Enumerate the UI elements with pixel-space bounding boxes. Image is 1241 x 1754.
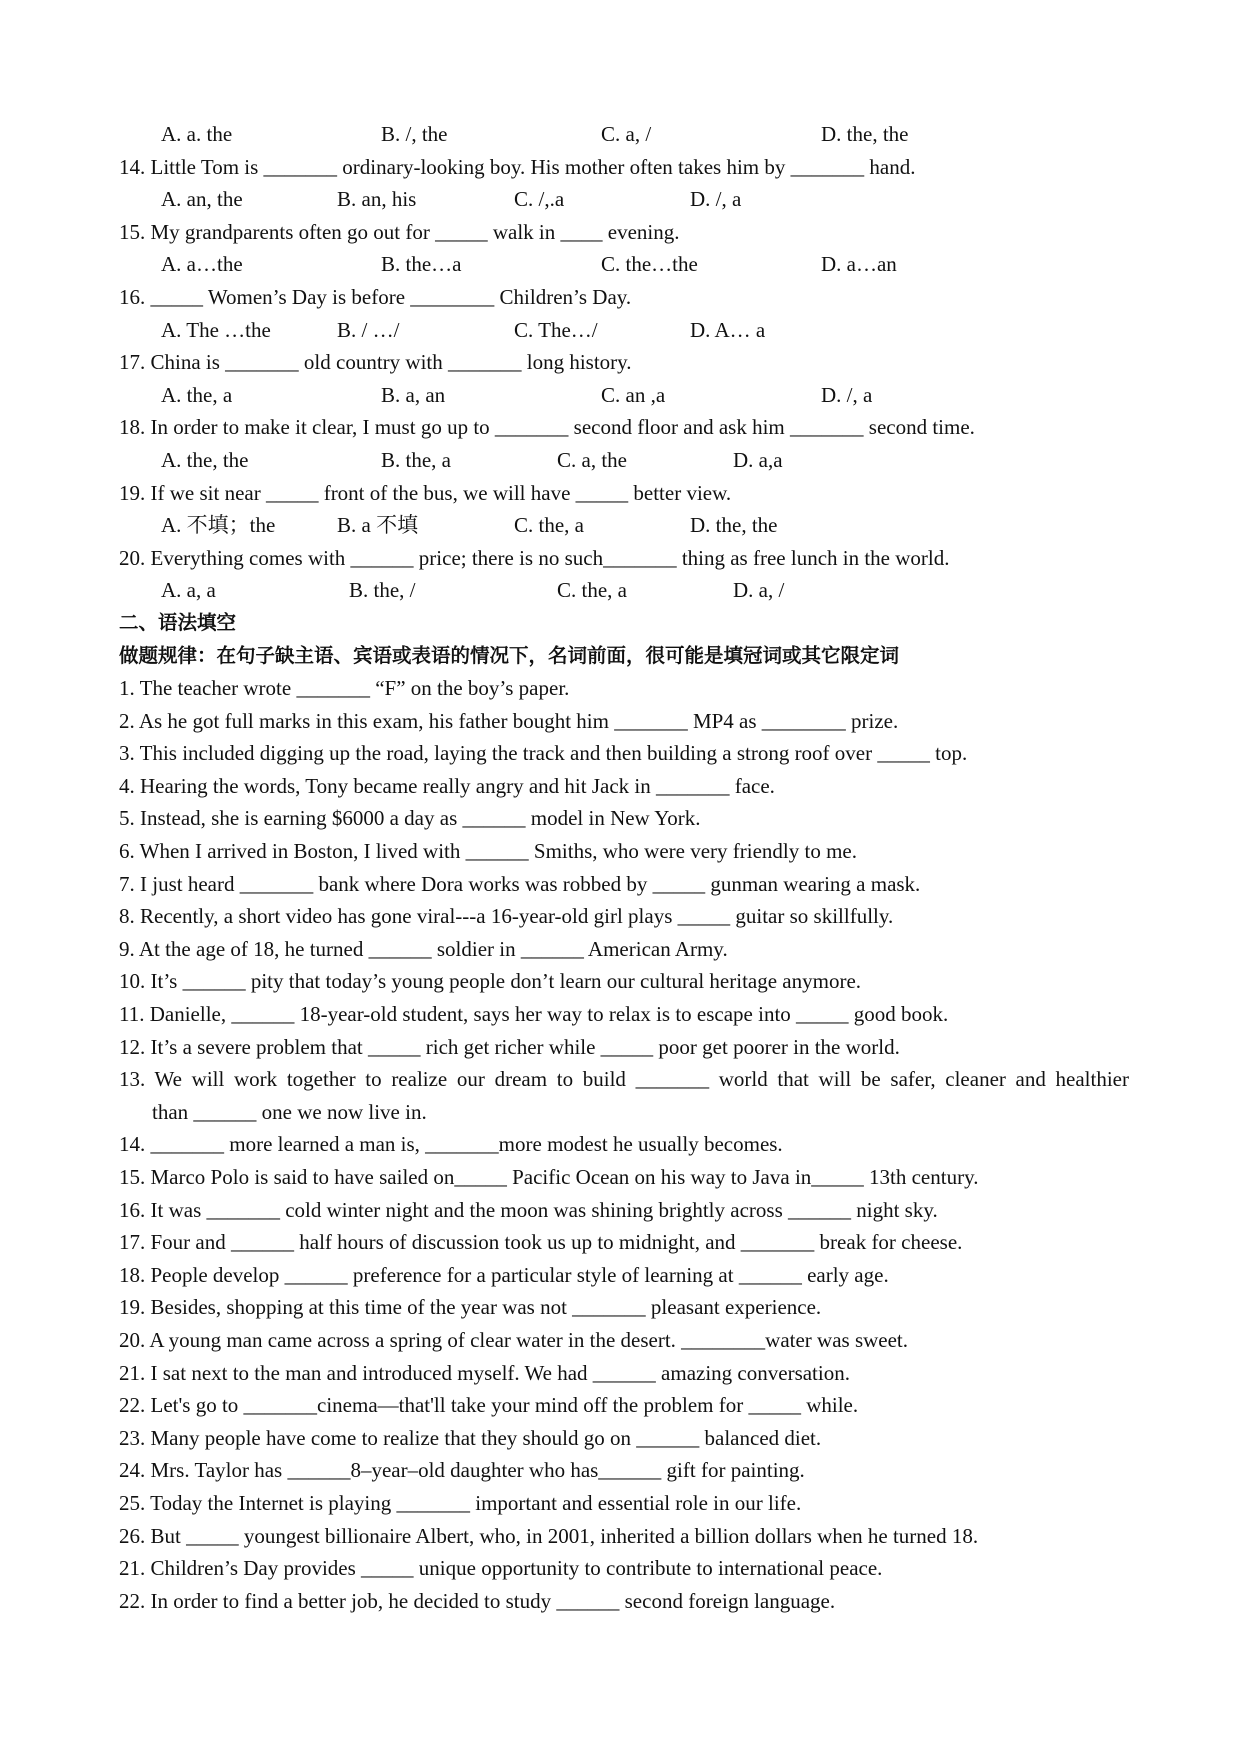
option-d: D. a…an [821, 252, 897, 277]
blank-question-20: 20. A young man came across a spring of clear water in the desert. ________water was sweet. [119, 1327, 909, 1352]
option-c: C. a, the [557, 447, 627, 472]
blank-question-10: 10. It’s ______ pity that today’s young people don’t learn our cultural heritage anymore. [119, 969, 862, 994]
blank-question-14: 14. _______ more learned a man is, _______more modest he usually becomes. [119, 1132, 783, 1157]
section-title: 二、语法填空 [119, 610, 237, 634]
option-b: B. /, the [381, 122, 448, 146]
options-row-13 [119, 118, 1129, 151]
blank-question-4: 4. Hearing the words, Tony became really angry and hit Jack in _______ face. [119, 773, 775, 798]
option-a: A. a…the [161, 252, 243, 277]
option-c: C. the, a [514, 513, 584, 538]
option-b: B. the…a [381, 252, 462, 277]
blank-question-5: 5. Instead, she is earning $6000 a day as ______ model in New York. [119, 806, 701, 831]
option-c: C. /,.a [514, 187, 565, 212]
blank-question-22: 22. Let's go to _______cinema—that'll take your mind off the problem for _____ while. [119, 1393, 859, 1418]
options-row-19 [119, 509, 1129, 542]
options-row-18 [119, 444, 1129, 477]
blank-question-17: 17. Four and ______ half hours of discussion took us up to midnight, and _______ break for cheese. [119, 1230, 963, 1255]
options-row-14 [119, 183, 1129, 216]
blank-question-7: 7. I just heard _______ bank where Dora works was robbed by _____ gunman wearing a mask. [119, 871, 921, 896]
blank-question-6: 6. When I arrived in Boston, I lived with ______ Smiths, who were very friendly to me. [119, 839, 857, 864]
blank-question-9: 9. At the age of 18, he turned ______ soldier in ______ American Army. [119, 936, 728, 961]
option-d: D. A… a [690, 317, 766, 342]
question-19: 19. If we sit near _____ front of the bus, we will have _____ better view. [119, 480, 732, 505]
blank-question-21b: 21. Children’s Day provides _____ unique opportunity to contribute to international peace. [119, 1556, 883, 1581]
option-d: D. the, the [821, 122, 909, 146]
question-18: 18. In order to make it clear, I must go up to _______ second floor and ask him _______ second time. [119, 415, 975, 440]
option-a: A. the, the [161, 447, 249, 472]
options-row-20 [119, 574, 1129, 607]
options-row-17 [119, 379, 1129, 412]
option-b: B. the, / [349, 578, 416, 603]
options-row-15 [119, 248, 1129, 281]
option-a: A. a, a [161, 578, 216, 603]
option-a: A. a. the [161, 122, 233, 146]
option-c: C. the, a [557, 578, 627, 603]
blank-question-23: 23. Many people have come to realize that they should go on ______ balanced diet. [119, 1425, 822, 1450]
option-a: A. an, the [161, 187, 243, 212]
blank-question-26: 26. But _____ youngest billionaire Albert, who, in 2001, inherited a billion dollars when he turned 18. [119, 1523, 979, 1548]
question-20: 20. Everything comes with ______ price; there is no such_______ thing as free lunch in the world. [119, 545, 950, 570]
blank-question-13-continued: than ______ one we now live in. [152, 1099, 427, 1124]
option-c: C. an ,a [601, 382, 666, 407]
option-b: B. the, a [381, 447, 451, 472]
blank-question-25: 25. Today the Internet is playing _______ important and essential role in our life. [119, 1490, 802, 1515]
blank-question-21: 21. I sat next to the man and introduced myself. We had ______ amazing conversation. [119, 1360, 850, 1385]
question-14: 14. Little Tom is _______ ordinary-looking boy. His mother often takes him by _______ hand. [119, 154, 916, 179]
option-b: B. a 不填 [337, 513, 419, 538]
blank-question-15: 15. Marco Polo is said to have sailed on_____ Pacific Ocean on his way to Java in_____ 13th century. [119, 1165, 979, 1189]
option-d: D. the, the [690, 513, 778, 538]
option-c: C. the…the [601, 252, 698, 277]
option-a: A. The …the [161, 317, 271, 342]
option-d: D. /, a [821, 382, 873, 407]
blank-question-2: 2. As he got full marks in this exam, his father bought him _______ MP4 as ________ prize. [119, 708, 899, 733]
option-d: D. a, / [733, 578, 785, 603]
blank-question-18: 18. People develop ______ preference for a particular style of learning at ______ early age. [119, 1262, 889, 1287]
blank-question-22b: 22. In order to find a better job, he decided to study ______ second foreign language. [119, 1588, 836, 1613]
blank-question-24: 24. Mrs. Taylor has ______8–year–old daughter who has______ gift for painting. [119, 1458, 805, 1483]
option-a: A. 不填；the [161, 513, 276, 538]
question-17: 17. China is _______ old country with _______ long history. [119, 350, 632, 375]
question-15: 15. My grandparents often go out for _____ walk in ____ evening. [119, 219, 680, 244]
blank-question-11: 11. Danielle, ______ 18-year-old student, says her way to relax is to escape into _____ good book. [119, 1002, 949, 1027]
question-16: 16. _____ Women’s Day is before ________ Children’s Day. [119, 284, 632, 309]
option-d: D. /, a [690, 187, 742, 212]
options-row-16 [119, 314, 1129, 347]
option-b: B. an, his [337, 187, 417, 212]
blank-question-16: 16. It was _______ cold winter night and the moon was shining brightly across ______ night sky. [119, 1197, 938, 1222]
blank-question-3: 3. This included digging up the road, laying the track and then building a strong roof over _____ top. [119, 741, 968, 766]
blank-question-1: 1. The teacher wrote _______ “F” on the boy’s paper. [119, 676, 570, 701]
blank-question-8: 8. Recently, a short video has gone viral---a 16-year-old girl plays _____ guitar so skillfully. [119, 904, 894, 929]
blank-question-12: 12. It’s a severe problem that _____ rich get richer while _____ poor get poorer in the world. [119, 1034, 900, 1059]
option-c: C. a, / [601, 122, 652, 146]
option-b: B. / …/ [337, 317, 400, 342]
blank-question-19: 19. Besides, shopping at this time of the year was not _______ pleasant experience. [119, 1295, 822, 1320]
section-rule: 做题规律：在句子缺主语、宾语或表语的情况下，名词前面，很可能是填冠词或其它限定词 [119, 643, 900, 667]
option-b: B. a, an [381, 382, 446, 407]
worksheet-page [119, 118, 1129, 1617]
option-c: C. The…/ [514, 317, 598, 342]
option-d: D. a,a [733, 447, 783, 472]
blank-question-13: 13. We will work together to realize our dream to build _______ world that will be safer, cleaner and healthier [119, 1067, 1129, 1092]
option-a: A. the, a [161, 382, 233, 407]
